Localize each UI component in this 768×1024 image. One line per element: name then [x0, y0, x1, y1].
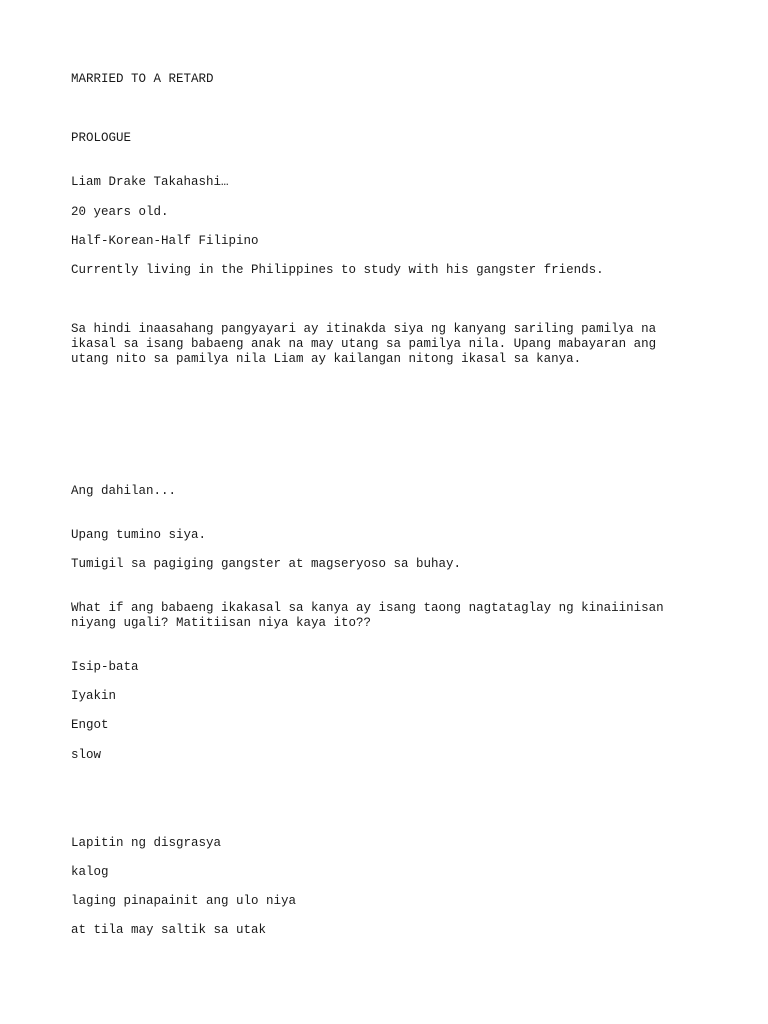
trait-item: laging pinapainit ang ulo niya [71, 894, 297, 908]
reason-line: Upang tumino siya. [71, 528, 207, 542]
character-name: Liam Drake Takahashi… [71, 175, 229, 189]
question-line: What if ang babaeng ikakasal sa kanya ay isang taong nagtataglay ng kinaiinisan [71, 601, 664, 615]
character-residence: Currently living in the Philippines to study with his gangster friends. [71, 263, 604, 277]
trait-item: Engot [71, 718, 109, 732]
character-age: 20 years old. [71, 205, 169, 219]
trait-item: Iyakin [71, 689, 117, 703]
paragraph-line: Sa hindi inaasahang pangyayari ay itinakda siya ng kanyang sariling pamilya na [71, 322, 657, 336]
prologue-heading: PROLOGUE [71, 131, 132, 145]
reason-label: Ang dahilan... [71, 484, 177, 498]
reason-line: Tumigil sa pagiging gangster at magseryoso sa buhay. [71, 557, 462, 571]
document-title: MARRIED TO A RETARD [71, 72, 214, 86]
trait-item: Isip-bata [71, 660, 139, 674]
trait-item: Lapitin ng disgrasya [71, 836, 222, 850]
question-line: niyang ugali? Matitiisan niya kaya ito?? [71, 616, 372, 630]
paragraph-line: ikasal sa isang babaeng anak na may utang sa pamilya nila. Upang mabayaran ang [71, 337, 657, 351]
trait-item: at tila may saltik sa utak [71, 923, 267, 937]
paragraph-line: utang nito sa pamilya nila Liam ay kailangan nitong ikasal sa kanya. [71, 352, 582, 366]
trait-item: slow [71, 748, 102, 762]
character-heritage: Half-Korean-Half Filipino [71, 234, 259, 248]
trait-item: kalog [71, 865, 109, 879]
